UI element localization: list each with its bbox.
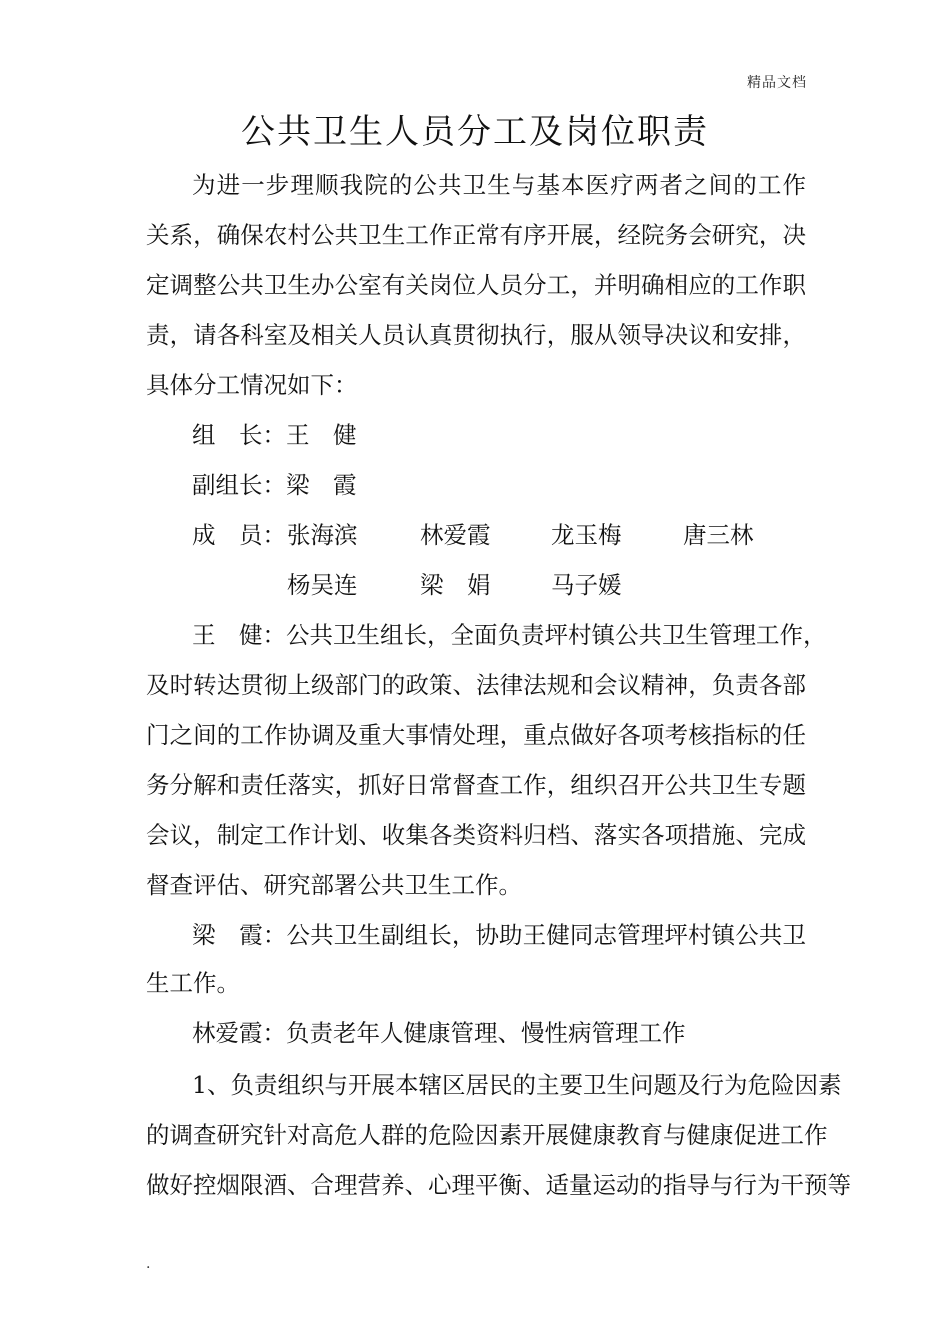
member-name: 杨吴连 bbox=[287, 571, 358, 599]
page-marker: . bbox=[146, 1256, 151, 1272]
intro-line: 具体分工情况如下： bbox=[146, 371, 358, 399]
intro-line: 为进一步理顺我院的公共卫生与基本医疗两者之间的工作 bbox=[192, 171, 806, 199]
intro-line: 关系，确保农村公共卫生工作正常有序开展，经院务会研究，决 bbox=[146, 221, 806, 249]
intro-line: 定调整公共卫生办公室有关岗位人员分工，并明确相应的工作职 bbox=[146, 271, 806, 299]
liangxia-line: 梁 霞：公共卫生副组长，协助王健同志管理坪村镇公共卫 bbox=[192, 921, 806, 949]
page-title: 公共卫生人员分工及岗位职责 bbox=[241, 112, 709, 152]
liangxia-line: 生工作。 bbox=[146, 969, 240, 997]
member-name: 唐三林 bbox=[683, 521, 754, 549]
member-name: 梁 娟 bbox=[420, 571, 491, 599]
item1-line: 做好控烟限酒、合理营养、心理平衡、适量运动的指导与行为干预等 bbox=[146, 1171, 851, 1199]
member-name: 林爱霞 bbox=[420, 521, 491, 549]
intro-line: 责，请各科室及相关人员认真贯彻执行，服从领导决议和安排， bbox=[146, 321, 806, 349]
member-name: 龙玉梅 bbox=[551, 521, 622, 549]
wangjian-line: 会议，制定工作计划、收集各类资料归档、落实各项措施、完成 bbox=[146, 821, 806, 849]
member-name: 张海滨 bbox=[287, 521, 358, 549]
deputy-line: 副组长：梁 霞 bbox=[192, 471, 357, 499]
item1-line: 1、负责组织与开展本辖区居民的主要卫生问题及行为危险因素 bbox=[192, 1071, 842, 1099]
wangjian-line: 门之间的工作协调及重大事情处理，重点做好各项考核指标的任 bbox=[146, 721, 806, 749]
item1-line: 的调查研究针对高危人群的危险因素开展健康教育与健康促进工作 bbox=[146, 1121, 828, 1149]
wangjian-line: 及时转达贯彻上级部门的政策、法律法规和会议精神，负责各部 bbox=[146, 671, 806, 699]
leader-line: 组 长：王 健 bbox=[192, 421, 357, 449]
member-name: 马子媛 bbox=[551, 571, 622, 599]
wangjian-line: 王 健：公共卫生组长，全面负责坪村镇公共卫生管理工作， bbox=[192, 621, 827, 649]
members-label: 成 员： bbox=[192, 521, 286, 549]
wangjian-line: 务分解和责任落实，抓好日常督查工作，组织召开公共卫生专题 bbox=[146, 771, 806, 799]
wangjian-line: 督查评估、研究部署公共卫生工作。 bbox=[146, 871, 522, 899]
header-tag: 精品文档 bbox=[747, 75, 807, 91]
linaixia-heading: 林爱霞：负责老年人健康管理、慢性病管理工作 bbox=[192, 1019, 686, 1047]
